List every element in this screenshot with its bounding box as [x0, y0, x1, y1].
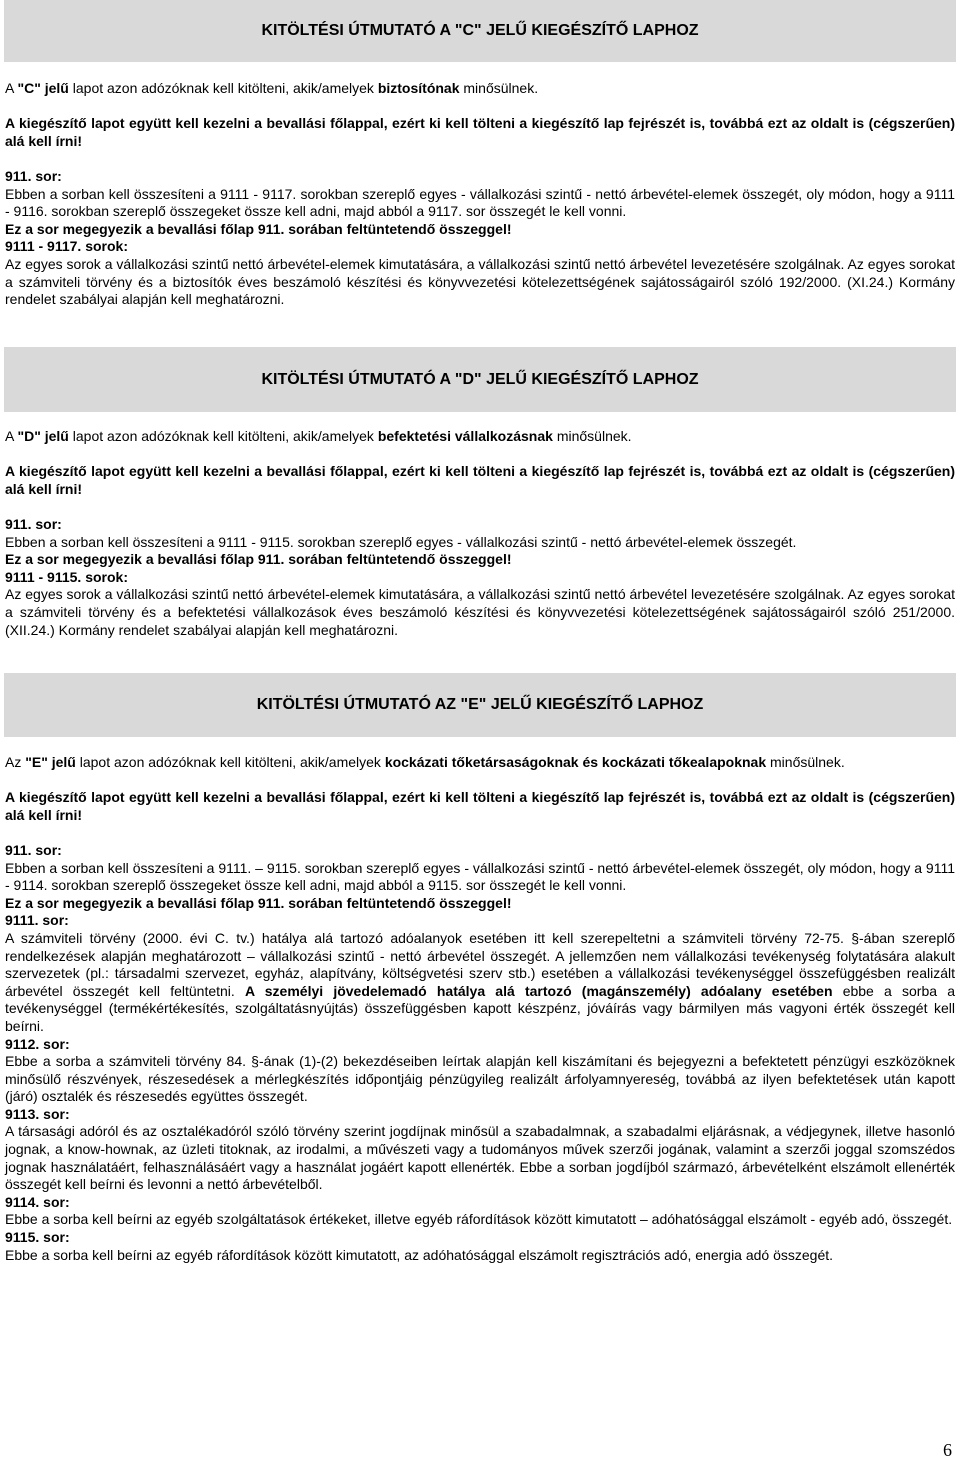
- section-c-row-911-note: Ez a sor megegyezik a bevallási főlap 911. sorában feltüntetendő összeggel!: [5, 220, 512, 237]
- section-e-intro: [5, 754, 955, 772]
- row-text: A számviteli törvény (2000. évi C. tv.) hatálya alá tartozó adóalanyok esetében itt kell szerepeltetni a számviteli törvény 72-75. §-ában szereplő rendelkezések alapján meghatározott – vállalkozási szintű - nettó árbevétel összegét. A jellemzően nem vállalkozási tevékenység folytatására alakult szervezetek (pl.: társadalmi szervezet, egyház, alapítvány, költségvetési szerv stb.) esetében a vállalkozási tevékenységgel összefüggésben realizált árbevétel összegét kell feltüntetni.: [5, 929, 955, 999]
- section-e-row-9114-text: Ebbe a sorba kell beírni az egyéb szolgáltatások értékeket, illetve egyéb ráfordítások között kimutatott – adóhatósággal elszámolt - egyéb adó, összegét.: [5, 1211, 953, 1228]
- intro-text: A: [5, 80, 18, 96]
- row-text-bold: A személyi jövedelemadó hatálya alá tartozó (magánszemély) adóalany esetében: [244, 982, 833, 999]
- section-d-title: KITÖLTÉSI ÚTMUTATÓ A "D" JELŰ KIEGÉSZÍTŐ LAPHOZ: [4, 347, 956, 412]
- section-e-title: KITÖLTÉSI ÚTMUTATÓ AZ "E" JELŰ KIEGÉSZÍTŐ LAPHOZ: [4, 673, 956, 737]
- intro-text: minősülnek.: [552, 428, 632, 444]
- section-d-row-911-note: Ez a sor megegyezik a bevallási főlap 911. sorában feltüntetendő összeggel!: [5, 551, 512, 568]
- section-e-notice: A kiegészítő lapot együtt kell kezelni a bevallási főlappal, ezért ki kell tölteni a kiegészítő lap fejrészét is, továbbá ezt az oldalt is (cégszerűen) alá kell írni!: [5, 789, 955, 823]
- section-d-rows-heading: 9111 - 9115. sorok:: [5, 568, 128, 585]
- intro-bold: "D" jelű: [17, 428, 69, 444]
- intro-text: A: [5, 428, 18, 444]
- section-e-row-911-heading: 911. sor:: [5, 841, 62, 858]
- section-c-row-911-heading: 911. sor:: [5, 167, 62, 184]
- intro-text: lapot azon adózóknak kell kitölteni, akik/amelyek: [68, 80, 378, 96]
- section-c-title: KITÖLTÉSI ÚTMUTATÓ A "C" JELŰ KIEGÉSZÍTŐ LAPHOZ: [4, 0, 956, 62]
- page-number: 6: [943, 1440, 952, 1460]
- row-text: ebbe a sorba a tevékenységgel (termékértékesítés, szolgáltatásnyújtás) összefüggésben kapott készpénz, jóváírás vagy bármilyen más vagyoni érték összegét kell beírni.: [5, 982, 956, 1034]
- section-e-row-9111-text: [5, 930, 955, 1036]
- section-d-notice: A kiegészítő lapot együtt kell kezelni a bevallási főlappal, ezért ki kell tölteni a kiegészítő lap fejrészét is, továbbá ezt az oldalt is (cégszerűen) alá kell írni!: [5, 463, 955, 497]
- section-d-intro: [5, 428, 955, 446]
- section-c-intro: [5, 80, 955, 98]
- section-e-body: [5, 754, 955, 1264]
- section-e-row-9115-text: Ebbe a sorba kell beírni az egyéb ráfordítások között kimutatott, az adóhatósággal elszámolt regisztrációs adó, energia adó összegét.: [5, 1246, 834, 1263]
- intro-bold: "C" jelű: [17, 80, 69, 96]
- intro-bold: biztosítónak: [377, 80, 460, 96]
- section-c-rows-text: Az egyes sorok a vállalkozási szintű nettó árbevétel-elemek kimutatására, a vállalkozási szintű nettó árbevétel levezetésére szolgálnak. Az egyes sorokat a számviteli törvény és a biztosítók éves beszámoló készítési és könyvvezetési kötelezettségének sajátosságairól szóló 192/2000. (XI.24.) Kormány rendelet szabályai alapján kell meghatározni.: [5, 255, 955, 308]
- section-e-row-9111-heading: 9111. sor:: [5, 912, 69, 929]
- intro-bold: "E" jelű: [25, 754, 76, 770]
- section-e-row-911-text: Ebben a sorban kell összesíteni a 9111. – 9115. sorokban szereplő egyes - vállalkozási szintű - nettó árbevétel-elemek összegét, oly módon, hogy a 9111 - 9114. sorokban szereplő összegeket össze kell adni, majd abból a 9115. sor összegét le kell vonni.: [5, 859, 955, 894]
- section-e-row-9113-text: A társasági adóról és az osztalékadóról szóló törvény szerint jogdíjnak minősül a szabadalmnak, a szabadalmi eljárásnak, a védjegynek, illetve hasonló jognak, a know-hownak, az üzleti titoknak, az irodalmi, a művészeti vagy a tudományos művek szerzői jogának, valamint a szerzői joggal szomszédos jognak használatáért, felhasználásáért vagy a használat jogáért kapott ellenérték. Ebbe a sorban jogdíjból származó, árbevételként elszámolt ellenérték összegét kell beírni és levonni a nettó árbevételből.: [5, 1123, 955, 1193]
- intro-text: minősülnek.: [766, 754, 845, 770]
- section-c-body: [5, 80, 955, 309]
- intro-text: lapot azon adózóknak kell kitölteni, akik/amelyek: [68, 428, 378, 444]
- section-d-row-911-text: Ebben a sorban kell összesíteni a 9111 - 9115. sorokban szereplő egyes - vállalkozási szintű - nettó árbevétel-elemek összegét.: [5, 533, 797, 550]
- section-c-rows-heading: 9111 - 9117. sorok:: [5, 238, 128, 255]
- section-d-rows-text: Az egyes sorok a vállalkozási szintű nettó árbevétel-elemek kimutatására, a vállalkozási szintű nettó árbevétel levezetésére szolgálnak. Az egyes sorokat a számviteli törvény és a befektetési vállalkozások éves beszámoló készítési és könyvvezetési kötelezettségének sajátosságairól szóló 251/2000. (XII.24.) Kormány rendelet szabályai alapján kell meghatározni.: [5, 586, 955, 638]
- section-e-row-9114-heading: 9114. sor:: [5, 1193, 70, 1210]
- section-e-row-9115-heading: 9115. sor:: [5, 1229, 70, 1246]
- section-e-row-9113-heading: 9113. sor:: [5, 1105, 70, 1122]
- intro-bold: kockázati tőketársaságoknak és kockázati tőkealapoknak: [384, 754, 767, 770]
- section-e-row-9112-text: Ebbe a sorba a számviteli törvény 84. §-ának (1)-(2) bekezdéseiben leírtak alapján kell kiszámítani és bejegyezni a befektetett pénzügyi eszközöknek minősülő részvények, részesedések a mérlegkészítés időpontjáig pénzügyileg realizált árfolyamnyereség, továbbá az ilyen befektetések után kapott (járó) osztalék és részesedés együttes összegét.: [5, 1053, 955, 1105]
- section-c-notice: A kiegészítő lapot együtt kell kezelni a bevallási főlappal, ezért ki kell tölteni a kiegészítő lap fejrészét is, továbbá ezt az oldalt is (cégszerűen) alá kell írni!: [5, 115, 955, 149]
- intro-bold: befektetési vállalkozásnak: [377, 428, 553, 444]
- intro-text: Az: [5, 754, 26, 770]
- section-c-row-911-text: Ebben a sorban kell összesíteni a 9111 - 9117. sorokban szereplő egyes - vállalkozási szintű - nettó árbevétel-elemek összegét, oly módon, hogy a 9111 - 9116. sorokban szereplő összegeket össze kell adni, majd abból a 9117. sor összegét le kell vonni.: [5, 185, 955, 220]
- section-e-row-911-note: Ez a sor megegyezik a bevallási főlap 911. sorában feltüntetendő összeggel!: [5, 894, 512, 911]
- section-d-row-911-heading: 911. sor:: [5, 515, 62, 532]
- section-d-body: [5, 428, 955, 639]
- intro-text: lapot azon adózóknak kell kitölteni, akik/amelyek: [75, 754, 385, 770]
- section-e-row-9112-heading: 9112. sor:: [5, 1035, 70, 1052]
- intro-text: minősülnek.: [459, 80, 539, 96]
